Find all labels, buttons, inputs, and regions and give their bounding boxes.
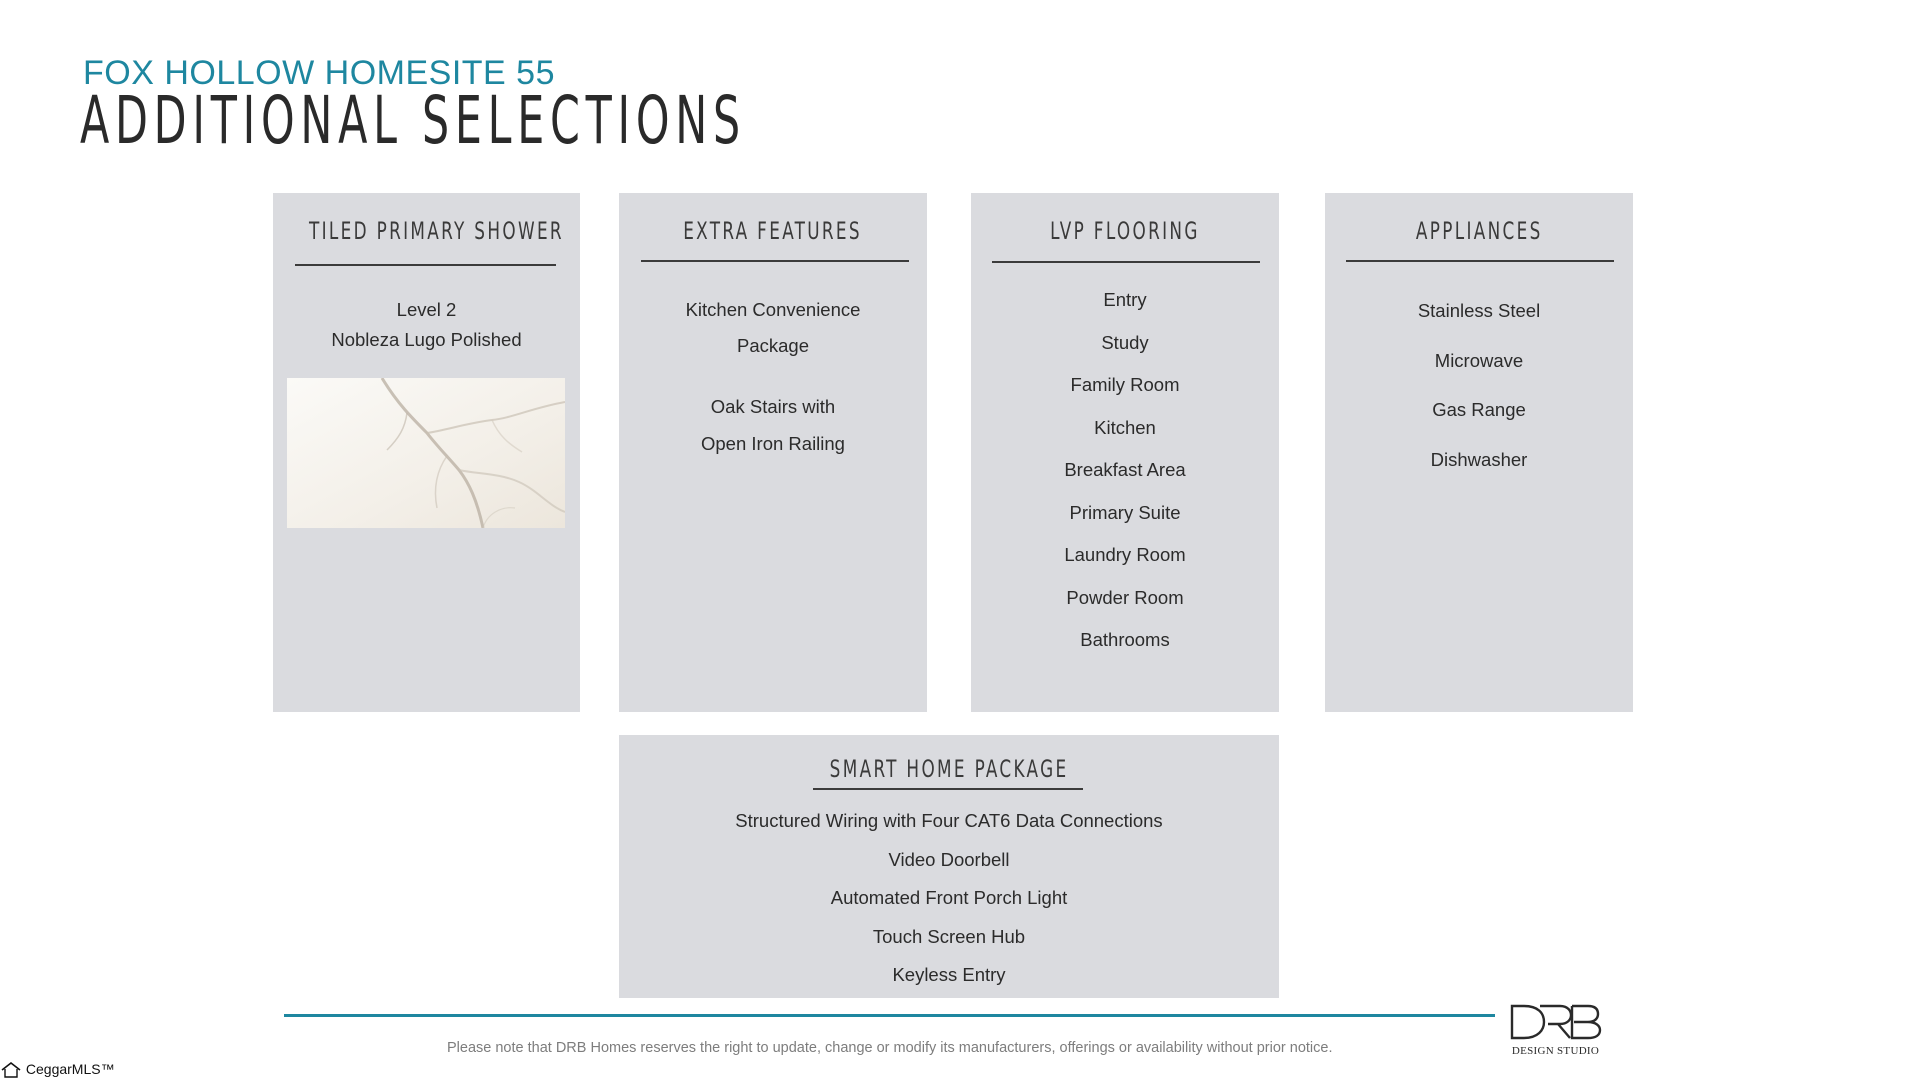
- list-item: Structured Wiring with Four CAT6 Data Connections: [735, 810, 1163, 831]
- heading-divider: [295, 264, 556, 266]
- drb-logo-subtext: DESIGN STUDIO: [1511, 1045, 1600, 1057]
- list-item: Stainless Steel: [1417, 300, 1541, 321]
- panel-heading: APPLIANCES: [1415, 217, 1543, 245]
- panel-heading: TILED PRIMARY SHOWER: [308, 217, 564, 245]
- list-item: Laundry Room: [1064, 544, 1186, 565]
- panel-smart-home-package: [619, 735, 1279, 998]
- heading-divider: [813, 788, 1083, 790]
- mls-watermark-text: CeggarMLS™: [25, 1061, 115, 1077]
- list-item: Family Room: [1070, 374, 1180, 395]
- list-item: Entry: [1103, 289, 1147, 310]
- list-item: Nobleza Lugo Polished: [331, 329, 522, 350]
- panel-lvp-flooring: [971, 193, 1279, 712]
- marble-texture: [287, 378, 565, 528]
- list-item: Oak Stairs with: [710, 396, 836, 417]
- page-title: ADDITIONAL SELECTIONS: [80, 82, 746, 159]
- list-item: Kitchen Convenience: [685, 299, 861, 320]
- list-item: Bathrooms: [1080, 629, 1170, 650]
- list-item: Dishwasher: [1430, 449, 1528, 470]
- list-item: Video Doorbell: [888, 849, 1010, 870]
- house-icon: [0, 1061, 22, 1079]
- heading-divider: [992, 261, 1260, 263]
- mls-watermark: [0, 1061, 115, 1079]
- drb-logo-mark: [1508, 1002, 1603, 1042]
- list-item: Package: [737, 335, 809, 356]
- list-item: Microwave: [1434, 350, 1524, 371]
- list-item: Keyless Entry: [892, 964, 1006, 985]
- list-item: Breakfast Area: [1064, 459, 1186, 480]
- list-item: Study: [1101, 332, 1149, 353]
- heading-divider: [1346, 260, 1614, 262]
- list-item: Level 2: [396, 299, 457, 320]
- list-item: Automated Front Porch Light: [830, 887, 1068, 908]
- homesite-subtitle: FOX HOLLOW HOMESITE 55: [83, 54, 555, 92]
- list-item: Primary Suite: [1069, 502, 1181, 523]
- list-item: Open Iron Railing: [701, 433, 845, 454]
- panel-tiled-primary-shower: [273, 193, 580, 712]
- panel-heading: LVP FLOORING: [1050, 217, 1200, 245]
- footer-divider: [284, 1014, 1495, 1017]
- heading-divider: [641, 260, 909, 262]
- list-item: Gas Range: [1432, 399, 1526, 420]
- list-item: Kitchen: [1094, 417, 1156, 438]
- marble-tile-swatch: [287, 378, 565, 528]
- panel-appliances: [1325, 193, 1633, 712]
- list-item: Powder Room: [1066, 587, 1184, 608]
- disclaimer-text: Please note that DRB Homes reserves the right to update, change or modify its manufacturers, offerings or availability without prior notice.: [447, 1040, 1333, 1056]
- panel-extra-features: [619, 193, 927, 712]
- panel-heading: EXTRA FEATURES: [683, 217, 863, 245]
- list-item: Touch Screen Hub: [872, 926, 1026, 947]
- panel-heading: SMART HOME PACKAGE: [829, 755, 1069, 783]
